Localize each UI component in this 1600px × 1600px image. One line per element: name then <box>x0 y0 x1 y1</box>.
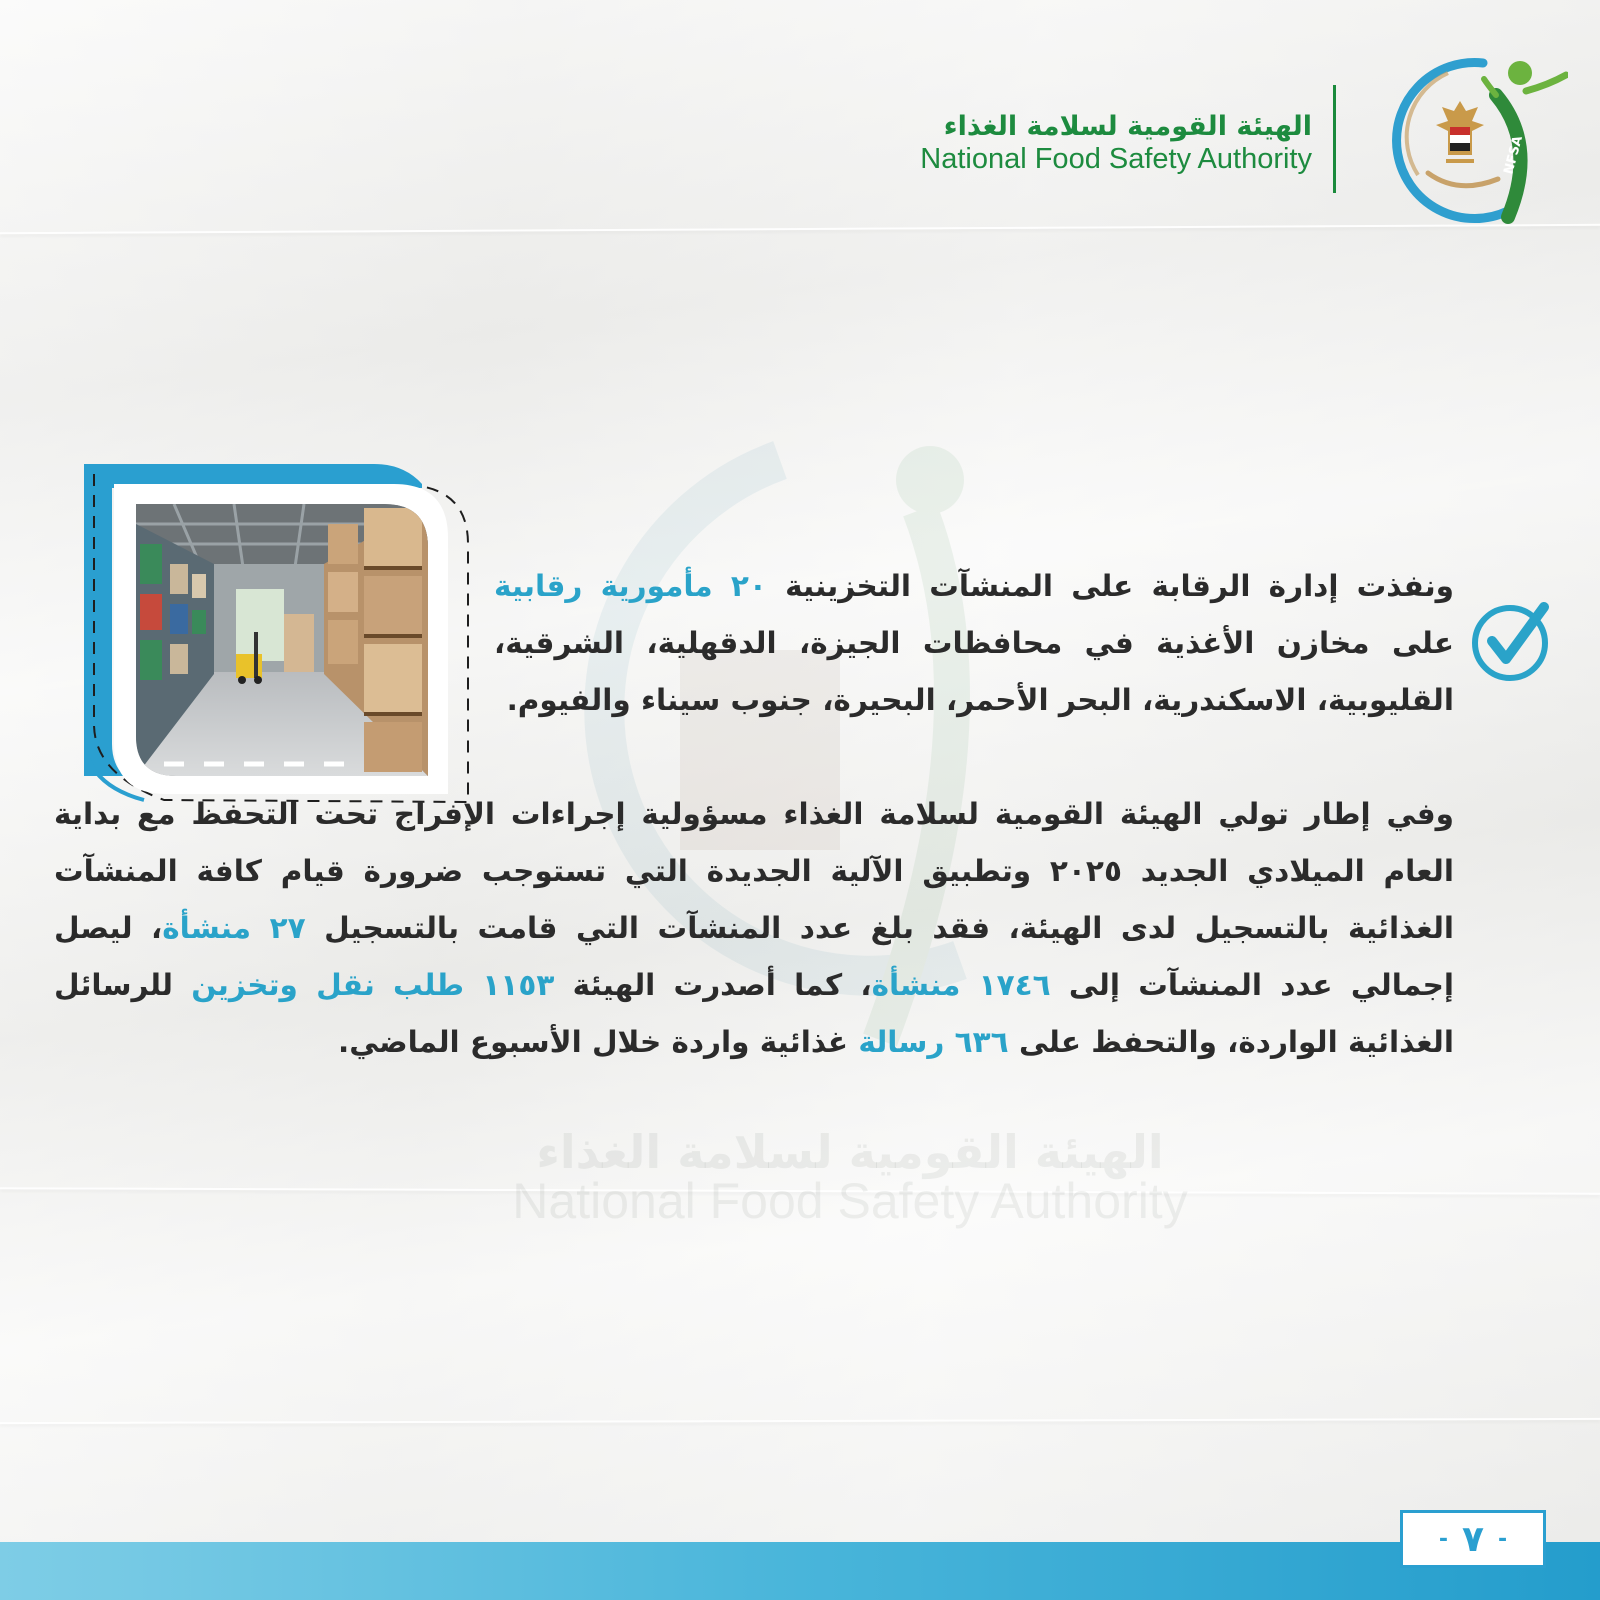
paragraph-text: غذائية واردة خلال الأسبوع الماضي. <box>338 1025 859 1059</box>
page-number-box <box>1400 1510 1546 1568</box>
highlight-missions: ٢٠ مأمورية رقابية <box>494 569 767 603</box>
header <box>828 55 1568 225</box>
paragraph-text: ، كما أصدرت الهيئة <box>554 968 872 1002</box>
paragraph-text: على مخازن الأغذية في محافظات الجيزة، الدقهلية، الشرقية، القليوبية، الاسكندرية، البحر الأحمر، البحيرة، جنوب سيناء والفيوم. <box>494 626 1454 717</box>
page-dash-left: - <box>1438 1526 1448 1552</box>
nfsa-logo <box>1388 55 1568 225</box>
warehouse-photo-frame <box>84 464 484 824</box>
paragraph-registration <box>54 786 1454 1071</box>
header-divider <box>1333 85 1336 193</box>
paragraph-inspections <box>494 558 1454 729</box>
highlight-detained-shipments: ٦٣٦ رسالة <box>858 1025 1009 1059</box>
logo-text: NFSA <box>1501 134 1527 177</box>
highlight-new-facilities: ٢٧ منشأة <box>162 911 306 945</box>
highlight-total-facilities: ١٧٤٦ منشأة <box>871 968 1051 1002</box>
paragraph-text: ، ليصل إجمالي عدد المنشآت إلى <box>54 911 1454 1002</box>
paragraph-text: ونفذت إدارة الرقابة على المنشآت التخزينية <box>766 569 1454 603</box>
page-number: ٧ <box>1462 1518 1484 1560</box>
org-name-en: National Food Safety Authority <box>920 143 1312 175</box>
watermark-org-name-en: National Food Safety Authority <box>512 1173 1188 1229</box>
check-circle-icon <box>1470 597 1558 685</box>
paragraph-text: وفي إطار تولي الهيئة القومية لسلامة الغذاء مسؤولية إجراءات الإفراج تحت التحفظ مع بداية العام الميلادي الجديد ٢٠٢٥ وتطبيق الآلية الجديدة التي تستوجب ضرورة قيام كافة المنشآت الغذائية بالتسجيل لدى الهيئة، فقد بلغ عدد المنشآت التي قامت بالتسجيل <box>54 797 1455 945</box>
footer-bar <box>0 1542 1600 1600</box>
org-name-ar: الهيئة القومية لسلامة الغذاء <box>943 111 1312 142</box>
watermark-org-name-ar: الهيئة القومية لسلامة الغذاء <box>536 1125 1164 1179</box>
page-dash-right: - <box>1497 1526 1508 1552</box>
paragraph-text: للرسائل الغذائية الواردة، والتحفظ على <box>54 968 1454 1059</box>
highlight-transport-requests: ١١٥٣ طلب نقل وتخزين <box>191 968 555 1002</box>
warehouse-photo <box>84 464 484 824</box>
